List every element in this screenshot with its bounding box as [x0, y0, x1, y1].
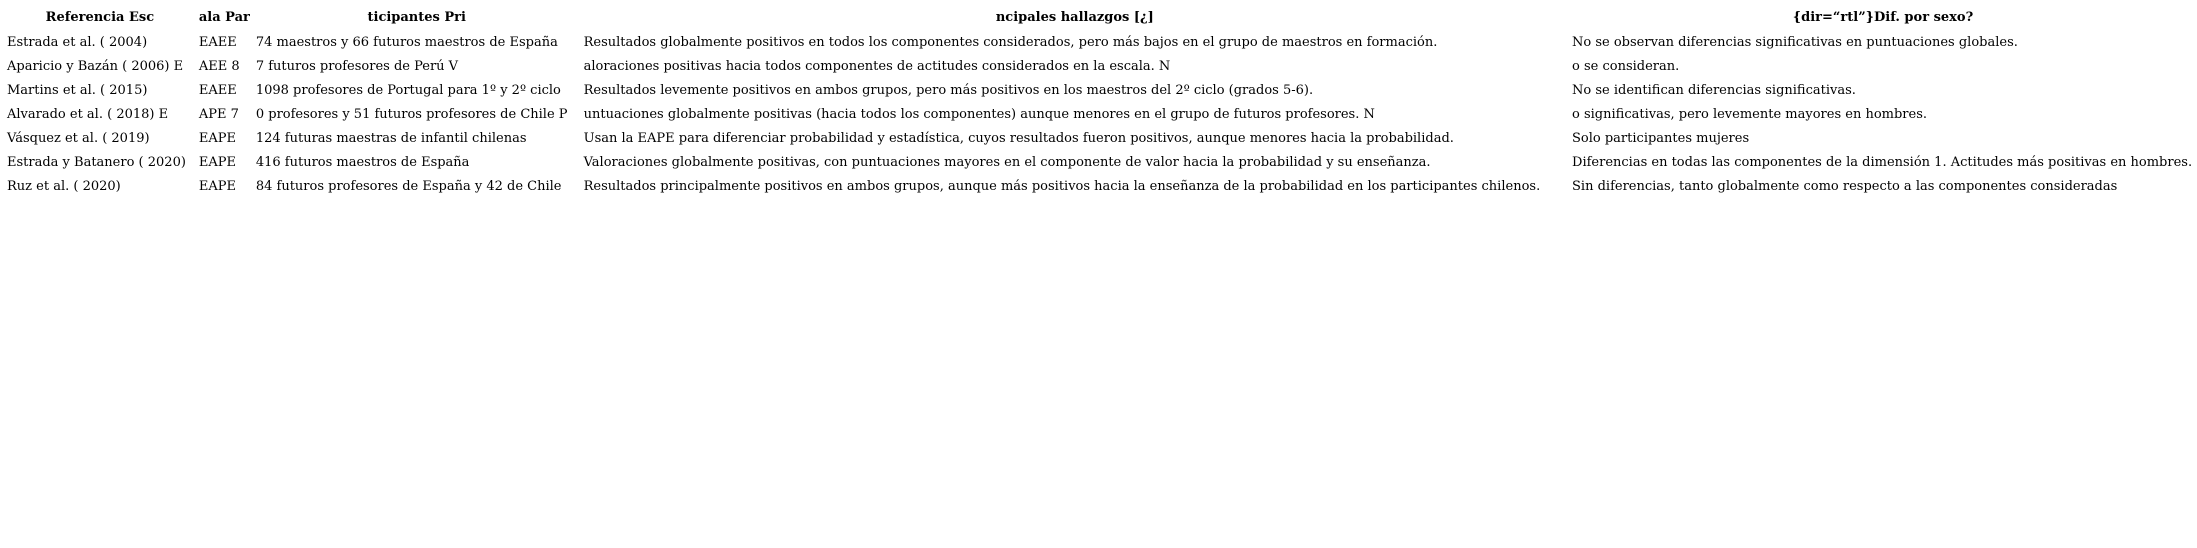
header-participantes: ticipantes Pri	[367, 10, 466, 25]
cell-escala: EAPE	[198, 179, 236, 194]
cell-hallazgos: Usan la EAPE para diferenciar probabilidad y estadística, cuyos resultados fueron positivos, aunque menores hacia la probabilidad.	[583, 131, 1454, 146]
cell-participantes: 0 profesores y 51 futuros profesores de Chile P	[255, 107, 568, 122]
cell-sexo: o significativas, pero levemente mayores en hombres.	[1572, 107, 1928, 122]
cell-hallazgos: untuaciones globalmente positivas (hacia todos los componentes) aunque menores en el grupo de futuros profesores. N	[583, 107, 1375, 122]
cell-participantes: 124 futuras maestras de infantil chilenas	[255, 131, 527, 146]
cell-referencia: Aparicio y Bazán ( 2006) E	[7, 59, 184, 74]
cell-escala: EAPE	[198, 155, 236, 170]
cell-participantes: 74 maestros y 66 futuros maestros de España	[255, 35, 558, 50]
table-row	[4, 151, 2197, 175]
table-row	[4, 31, 2197, 55]
cell-escala: EAEE	[198, 35, 237, 50]
cell-hallazgos: Resultados principalmente positivos en ambos grupos, aunque más positivos hacia la enseñanza de la probabilidad en los participantes chilenos.	[583, 179, 1541, 194]
table-row	[4, 79, 2197, 103]
cell-hallazgos: Resultados levemente positivos en ambos grupos, pero más positivos en los maestros del 2º ciclo (grados 5-6).	[583, 83, 1314, 98]
table-row	[4, 175, 2197, 199]
cell-referencia: Vásquez et al. ( 2019)	[7, 131, 150, 146]
cell-sexo: No se observan diferencias significativas en puntuaciones globales.	[1572, 35, 2018, 50]
cell-participantes: 7 futuros profesores de Perú V	[255, 59, 459, 74]
cell-escala: EAPE	[198, 131, 236, 146]
cell-participantes: 84 futuros profesores de España y 42 de Chile	[255, 179, 562, 194]
cell-referencia: Ruz et al. ( 2020)	[7, 179, 121, 194]
table-row	[4, 55, 2197, 79]
cell-escala: APE 7	[198, 107, 239, 122]
table-row	[4, 103, 2197, 127]
cell-participantes: 1098 profesores de Portugal para 1º y 2º ciclo	[255, 83, 561, 98]
header-referencia: Referencia Esc	[45, 10, 155, 25]
cell-sexo: Diferencias en todas las componentes de la dimensión 1. Actitudes más positivas en hombres.	[1572, 155, 2193, 170]
cell-sexo: Sin diferencias, tanto globalmente como respecto a las componentes consideradas	[1572, 179, 2118, 194]
cell-referencia: Martins et al. ( 2015)	[7, 83, 148, 98]
cell-referencia: Alvarado et al. ( 2018) E	[7, 107, 169, 122]
cell-hallazgos: Valoraciones globalmente positivas, con puntuaciones mayores en el componente de valor hacia la probabilidad y su enseñanza.	[583, 155, 1431, 170]
cell-sexo: o se consideran.	[1572, 59, 1680, 74]
header-hallazgos: ncipales hallazgos [¿]	[995, 10, 1154, 25]
cell-sexo: Solo participantes mujeres	[1572, 131, 1750, 146]
header-sexo: {dir=“rtl”}Dif. por sexo?	[1792, 10, 1974, 25]
table-row	[4, 127, 2197, 151]
cell-referencia: Estrada y Batanero ( 2020)	[7, 155, 186, 170]
cell-escala: EAEE	[198, 83, 237, 98]
results-table	[4, 6, 2197, 199]
cell-referencia: Estrada et al. ( 2004)	[7, 35, 148, 50]
cell-escala: AEE 8	[198, 59, 240, 74]
cell-sexo: No se identifican diferencias significativas.	[1572, 83, 1856, 98]
cell-hallazgos: Resultados globalmente positivos en todos los componentes considerados, pero más bajos en el grupo de maestros en formación.	[583, 35, 1438, 50]
cell-hallazgos: aloraciones positivas hacia todos componentes de actitudes considerados en la escala. N	[583, 59, 1171, 74]
header-escala: ala Par	[198, 10, 250, 25]
cell-participantes: 416 futuros maestros de España	[255, 155, 470, 170]
table-header-row	[4, 6, 2197, 31]
